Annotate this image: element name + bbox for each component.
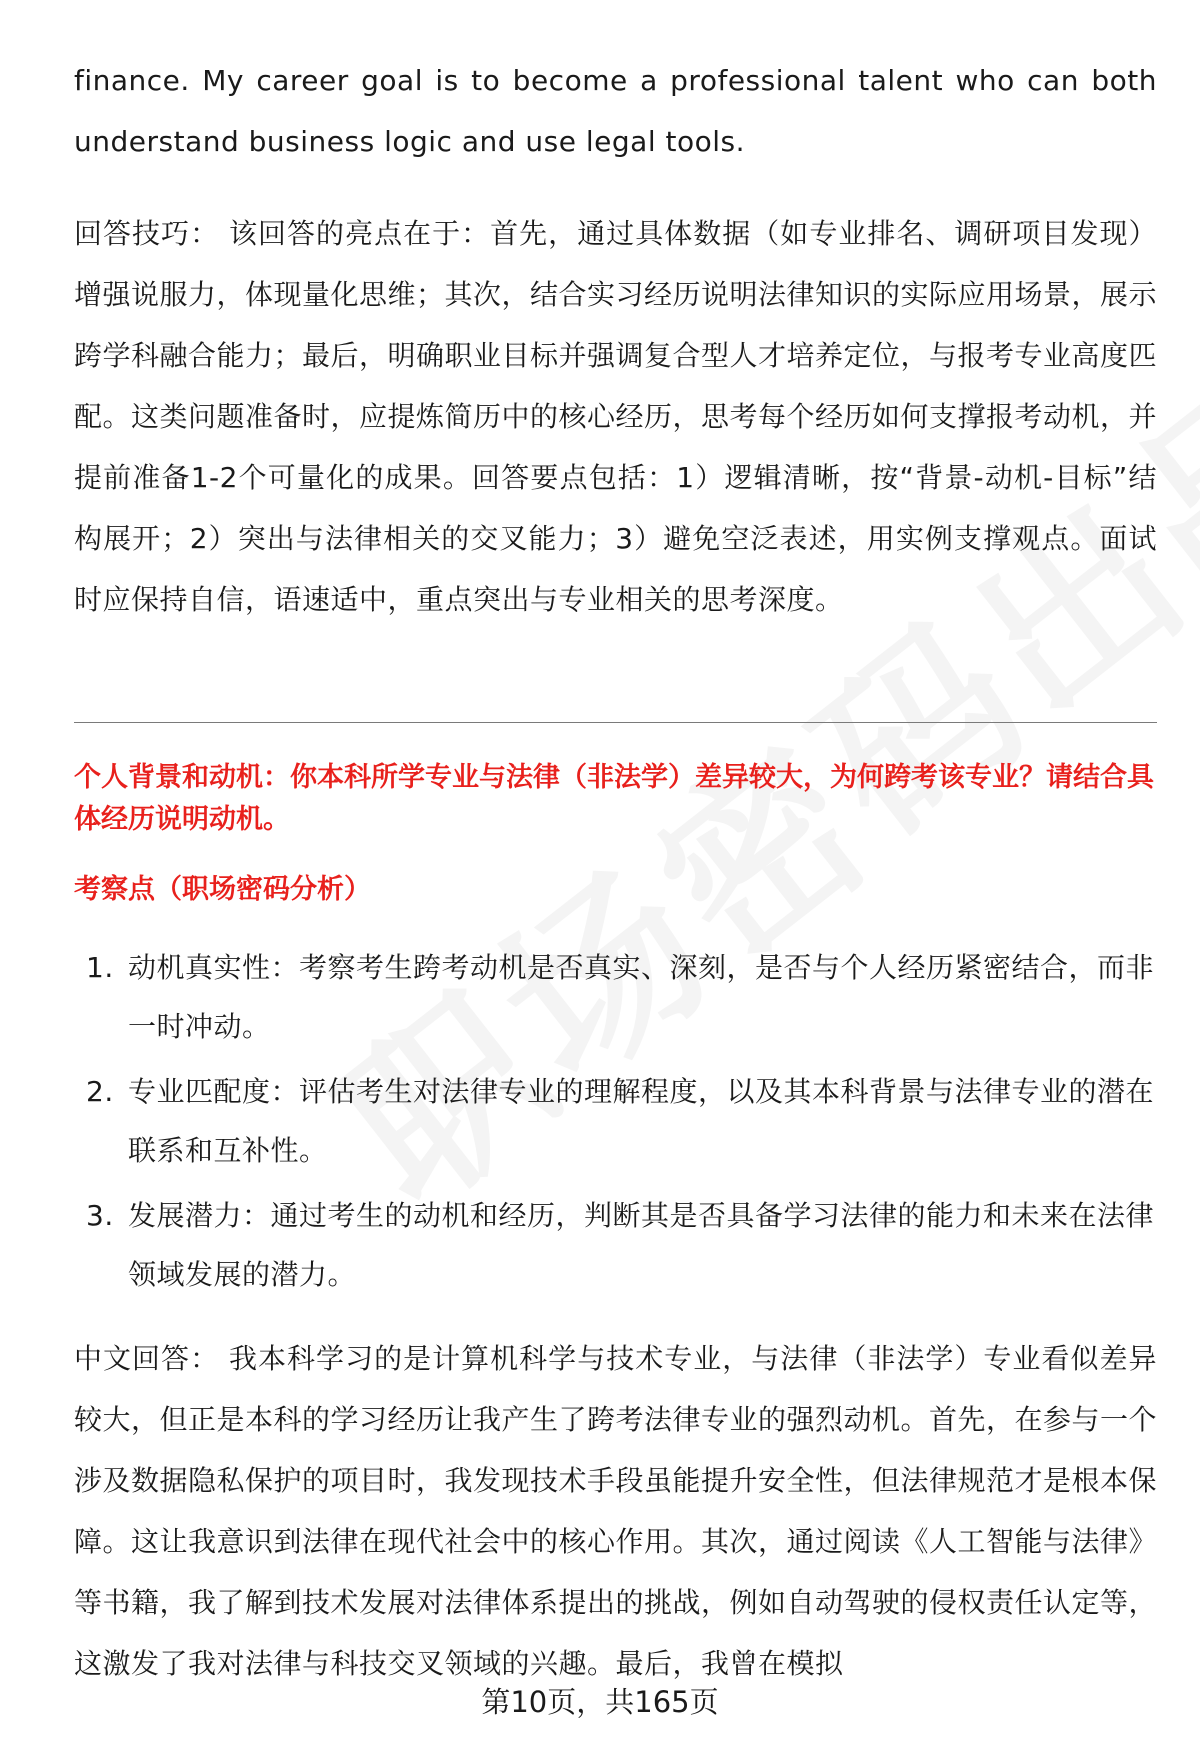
page-footer: 第10页，共165页 xyxy=(481,1685,719,1719)
list-item xyxy=(74,938,1157,1056)
list-item xyxy=(74,1186,1157,1304)
section-divider xyxy=(74,722,1157,723)
question-title: 个人背景和动机：你本科所学专业与法律（非法学）差异较大，为何跨考该专业？请结合具体经历说明动机。 xyxy=(74,762,1154,835)
list-item-text: 动机真实性：考察考生跨考动机是否真实、深刻，是否与个人经历紧密结合，而非一时冲动。 xyxy=(128,951,1155,1043)
list-number: 1. xyxy=(86,951,114,984)
list-number: 2. xyxy=(86,1075,114,1108)
tips-label: 回答技巧： xyxy=(74,217,220,250)
answer-text: 我本科学习的是计算机科学与技术专业，与法律（非法学）专业看似差异较大，但正是本科的学习经历让我产生了跨考法律专业的强烈动机。首先，在参与一个涉及数据隐私保护的项目时，我发现技术手段虽能提升安全性，但法律规范才是根本保障。这让我意识到法律在现代社会中的核心作用。其次，通过阅读《人工智能与法律》等书籍，我了解到技术发展对法律体系提出的挑战，例如自动驾驶的侵权责任认定等，这激发了我对法律与科技交叉领域的兴趣。最后，我曾在模拟 xyxy=(74,1342,1158,1680)
list-item-text: 专业匹配度：评估考生对法律专业的理解程度，以及其本科背景与法律专业的潜在联系和互补性。 xyxy=(128,1075,1155,1167)
intro-paragraph: finance. My career goal is to become a professional talent who can both understand business logic and use legal tools. xyxy=(74,64,1157,158)
focus-points-list xyxy=(74,938,1157,1310)
focus-heading: 考察点（职场密码分析） xyxy=(74,874,371,905)
answer-label: 中文回答： xyxy=(74,1342,220,1375)
list-item xyxy=(74,1062,1157,1180)
tips-paragraph xyxy=(74,203,1157,630)
list-number: 3. xyxy=(86,1199,114,1232)
answer-paragraph xyxy=(74,1328,1157,1694)
tips-text: 该回答的亮点在于：首先，通过具体数据（如专业排名、调研项目发现）增强说服力，体现量化思维；其次，结合实习经历说明法律知识的实际应用场景，展示跨学科融合能力；最后，明确职业目标并强调复合型人才培养定位，与报考专业高度匹配。这类问题准备时，应提炼简历中的核心经历，思考每个经历如何支撑报考动机，并提前准备1-2个可量化的成果。回答要点包括：1）逻辑清晰，按“背景-动机-目标”结构展开；2）突出与法律相关的交叉能力；3）避免空泛表述，用实例支撑观点。面试时应保持自信，语速适中，重点突出与专业相关的思考深度。 xyxy=(74,217,1158,616)
list-item-text: 发展潜力：通过考生的动机和经历，判断其是否具备学习法律的能力和未来在法律领域发展的潜力。 xyxy=(128,1199,1155,1291)
